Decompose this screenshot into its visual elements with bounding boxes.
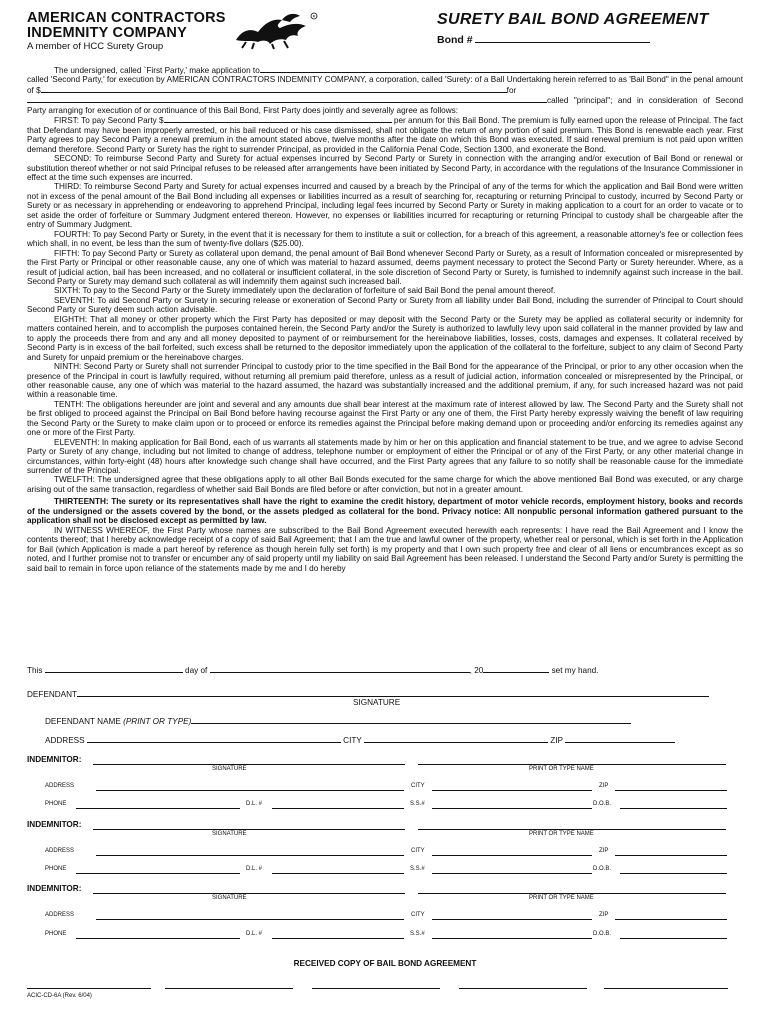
clause-fifth: FIFTH: To pay Second Party or Surety as collateral upon demand, the penal amount of Bail Bond whenever Second Party or Surety, as a result of Information concealed or misrepresented by the First Party or Principal or other reasonable cause, any one of which was material to hazard assumed, deems payment necessary to protect the Second Party or Surety hereunder. Where, as a result of judicial action, bail has been increased, and no collateral or insufficient collateral, in the sole discretion of Second Party or Surety, is furnished to indemnify against such increase in the bail. Second Party or Surety may demand such collateral as will indemnify them against such increased bail. bbox=[27, 248, 743, 286]
year-field[interactable] bbox=[483, 664, 549, 673]
city-label: CITY bbox=[411, 783, 425, 789]
date-line: This day of , 20 set my hand. bbox=[27, 666, 599, 675]
phone-label: PHONE bbox=[45, 801, 67, 807]
clause-third: THIRD: To reimburse Second Party and Surety for actual expenses incurred and caused by a breach by the Principal of any of the terms for which the application and Bail Bond were written not in excess of the penal amount of the Bail Bond including all expenses or liabilities incurred as a result of searching for, recapturing or returning Principal to custody, incurred by Second Party or Surety or as necessary in apprehending or endeavoring to apprehend Principal, including legal fees incurred by Second Party or Surety in making application to a court for an order to vacate or to set aside the order of forfeiture or Summary Judgment entered thereon. However, no expenses or liabilities incurred for recapturing or returning Principal to custody shall be chargeable after the entry of Summary Judgment. bbox=[27, 182, 743, 230]
indemnitor-label: INDEMNITOR: bbox=[27, 820, 82, 829]
day-field[interactable] bbox=[45, 664, 183, 673]
city-label: CITY bbox=[411, 912, 425, 918]
intro-paragraph-2: called 'Second Party,' for execution by AMERICAN CONTRACTORS INDEMNITY COMPANY, a corporation, called 'Surety: of a Ball Undertaking herein referred to as 'Bail Bond" in the penal amount of $ for bbox=[27, 75, 743, 95]
clause-fourth: FOURTH: To pay Second Party or Surety, in the event that it is necessary for them to institute a suit or collection, for a breach of this agreement, a reasonable attorney's fee or collection fees which shall, in no event, be less than the sum of twenty-five dollars ($25.00). bbox=[27, 229, 743, 249]
indemnitor-phone-field[interactable] bbox=[76, 808, 240, 809]
company-name-line1: AMERICAN CONTRACTORS bbox=[27, 10, 226, 26]
defendant-signature-field[interactable] bbox=[77, 688, 709, 697]
indemnitor-dob-field[interactable] bbox=[620, 873, 727, 874]
zip-label: ZIP bbox=[599, 848, 609, 854]
indemnitor-signature-field[interactable] bbox=[93, 893, 405, 894]
indemnitor-phone-field[interactable] bbox=[76, 938, 240, 939]
dl-label: D.L. # bbox=[246, 866, 263, 872]
dl-label: D.L. # bbox=[246, 801, 263, 807]
defendant-city-field[interactable] bbox=[364, 734, 548, 743]
clause-sixth: SIXTH: To pay to the Second Party or the Surety immediately upon the declaration of forfeiture of said Bail Bond the penal amount thereof. bbox=[54, 286, 556, 296]
dob-label: D.O.B. bbox=[593, 801, 612, 807]
indemnitor-city-field[interactable] bbox=[432, 790, 592, 791]
bond-number-label: Bond # bbox=[437, 34, 473, 46]
intro-paragraph: The undersigned, called `First Party,' make application to bbox=[27, 65, 743, 75]
indemnitor-dl-field[interactable] bbox=[272, 873, 404, 874]
print-name-label: PRINT OR TYPE NAME bbox=[529, 766, 594, 772]
clause-ninth: NINTH: Second Party or Surety shall not surrender Principal to custody prior to the time specified in the Bail Bond for the appearance of the Principal, or prior to any other occasion when the presence of the Principal in court is lawfully required, without returning all premium paid therefore, unless as a result of judicial action, information concealed or misrepresented by the Principal, or other reasonable cause, any one of which was material to the hazard assumed, the hazard was substantially increased and the additional premium, if any, for such increased hazard was not paid within a reasonable time. bbox=[27, 362, 743, 400]
clause-eleventh: ELEVENTH: In making application for Bail Bond, each of us warrants all statements made by him or her on this application and financial statement to be true, and we agree to advise Second Party or Surety of any change, including but not limited to change of address, telephone number or employment of either the Principal or of any of the First Party, or any other material change in circumstances, within forty-eight (48) hours after knowledge such change shall have occurred, and the First Party agrees that any failure to so notify shall be reasonable cause for the immediate surrender of the Principal. bbox=[27, 437, 743, 476]
received-signature-field[interactable] bbox=[312, 988, 440, 989]
address-label: ADDRESS bbox=[45, 848, 75, 854]
clause-twelfth: TWELFTH: The undersigned agree that these obligations apply to all other Bail Bonds executed for the same charge for which the above mentioned Bail Bond was executed, or any charge arising out of the same transaction, regardless of whether said Bail Bonds are filed before or after conviction, but not in a greater amount. bbox=[27, 475, 743, 494]
principal-field[interactable] bbox=[27, 95, 547, 103]
zip-label: ZIP bbox=[599, 783, 609, 789]
city-label: CITY bbox=[411, 848, 425, 854]
witness-paragraph: IN WITNESS WHEREOF, the First Party whose names are subscribed to the Bail Bond Agreement executed herewith each represents: I have read the Bail Agreement and I know the contents thereof; that I hereby acknowledge receipt of a copy of said Bail Agreement; that I am the true and lawful owner of the property, whether real or personal, which is set forth in the Application for Bail (which Application is made a part hereof by reference as though herein fully set forth) is my property and that I own such property free and clear of all liens or encumbrances except as so noted, and I further promise not to transfer or encumber any of said property until my liability on said Bail Agreement has been released. I understand the Second Party and/or Surety is permitting the said bail to remain in force upon reliance of the statements made by me and I do hereby bbox=[27, 525, 743, 573]
penal-amount-field[interactable] bbox=[41, 85, 507, 93]
indemnitor-address-field[interactable] bbox=[96, 855, 404, 856]
clause-first: FIRST: To pay Second Party $ per annum for this Bail Bond. The premium is fully earned upon the release of Principal. The fact that Defendant may have been improperly arrested, or his bail reduced or his case dismissed, shall not obligate the return of any portion of said premium. This Bond is renewable each year. First Party agrees to pay Second Party a renewal premium in the amount stated above, twelve months after the date on which this Bond was executed. If said renewal premium is not paid upon written demand therefore. Second Party or Surety has the right to surrender Principal, as provided in the California Penal Code, Section 1300, and exonerate the Bond. bbox=[27, 116, 743, 154]
clause-thirteenth: THIRTEENTH: The surety or its representatives shall have the right to examine the credit history, department of motor vehicle records, employment history, books and records of the undersigned or the assets covered by the bond, or the assets pledged as collateral for the bond. Privacy notice: All nonpublic personal information gathered pursuant to the application shall not be disclosed except as permitted by law. bbox=[27, 497, 743, 526]
defendant-name-field[interactable] bbox=[191, 715, 631, 724]
bond-number-field[interactable] bbox=[437, 33, 650, 46]
premium-field[interactable] bbox=[164, 115, 392, 123]
clause-seventh: SEVENTH: To aid Second Party or Surety in securing release or exoneration of Second Party or Surety from all liability under Bail Bond, including the surrender of Principal to Court should Second Party or Surety deem such action advisable. bbox=[27, 295, 743, 315]
print-name-label: PRINT OR TYPE NAME bbox=[529, 895, 594, 901]
signature-label: SIGNATURE bbox=[212, 895, 247, 901]
dl-label: D.L. # bbox=[246, 931, 263, 937]
form-number: ACIC-CD-6A (Rev. 6/04) bbox=[27, 993, 92, 999]
defendant-signature-label: SIGNATURE bbox=[353, 698, 401, 707]
received-signature-field[interactable] bbox=[459, 988, 587, 989]
received-signature-field[interactable] bbox=[165, 988, 293, 989]
document-title: SURETY BAIL BOND AGREEMENT bbox=[437, 11, 709, 28]
phone-label: PHONE bbox=[45, 931, 67, 937]
indemnitor-ss-field[interactable] bbox=[432, 873, 592, 874]
indemnitor-print-name-field[interactable] bbox=[418, 829, 726, 830]
indemnitor-phone-field[interactable] bbox=[76, 873, 240, 874]
dob-label: D.O.B. bbox=[593, 931, 612, 937]
received-signature-field[interactable] bbox=[604, 988, 728, 989]
applicant-field[interactable] bbox=[260, 65, 692, 73]
month-field[interactable] bbox=[210, 664, 470, 673]
received-copy-heading: RECEIVED COPY OF BAIL BOND AGREEMENT bbox=[293, 959, 477, 968]
indemnitor-dl-field[interactable] bbox=[272, 808, 404, 809]
indemnitor-zip-field[interactable] bbox=[615, 919, 727, 920]
indemnitor-dl-field[interactable] bbox=[272, 938, 404, 939]
indemnitor-city-field[interactable] bbox=[432, 919, 592, 920]
indemnitor-city-field[interactable] bbox=[432, 855, 592, 856]
defendant-address-line: ADDRESS CITY ZIP bbox=[45, 734, 675, 745]
clause-tenth: TENTH: The obligations hereunder are joint and several and any amounts due shall bear interest at the maximum rate of interest allowed by law. The Second Party and the Surety shall not be first obliged to proceed against the Principal on Bail Bond before having recourse against the First Party or any one of them, the First Party hereby expressly waiving the benefit of law requiring the Second Party or the Surety to make claim upon or to proceed or enforce its remedies against the Principal before making demand upon or proceeding and/or enforcing its remedies against any one or more of the First Party. bbox=[27, 399, 743, 438]
company-name-line2: INDEMNITY COMPANY bbox=[27, 25, 187, 41]
indemnitor-ss-field[interactable] bbox=[432, 808, 592, 809]
indemnitor-dob-field[interactable] bbox=[620, 938, 727, 939]
print-name-label: PRINT OR TYPE NAME bbox=[529, 831, 594, 837]
signature-label: SIGNATURE bbox=[212, 831, 247, 837]
defendant-name-line: DEFENDANT NAME (PRINT OR TYPE) bbox=[45, 715, 631, 726]
member-note: A member of HCC Surety Group bbox=[27, 41, 164, 52]
indemnitor-ss-field[interactable] bbox=[432, 938, 592, 939]
indemnitor-zip-field[interactable] bbox=[615, 790, 727, 791]
indemnitor-label: INDEMNITOR: bbox=[27, 884, 82, 893]
svg-text:R: R bbox=[312, 13, 316, 19]
defendant-zip-field[interactable] bbox=[565, 734, 675, 743]
indemnitor-label: INDEMNITOR: bbox=[27, 755, 82, 764]
clause-eighth: EIGHTH: That all money or other property which the First Party has deposited or may deposit with the Second Party or the Surety may be applied as collateral security or indemnity for matters contained herein, and to accomplish the purposes contained herein, the Second Party and/or the Surety is authorized to lawfully levy upon said collateral in the manner provided by law and to apply the proceeds there from and any and all money deposited to payment of or reimbursement for the hereinabove liabilities, losses, costs, damages and expenses. It collateral received by Second Party is in excess of the bail forfeited, such excess shall be returned to the depositor immediately upon the application of the collateral to the forfeiture, subject to any claim of Second Party and Surety for unpaid premium or the hereinabove charges. bbox=[27, 314, 743, 362]
received-signature-field[interactable] bbox=[27, 988, 151, 989]
indemnitor-address-field[interactable] bbox=[96, 919, 404, 920]
indemnitor-address-field[interactable] bbox=[96, 790, 404, 791]
phone-label: PHONE bbox=[45, 866, 67, 872]
zip-label: ZIP bbox=[599, 912, 609, 918]
agreement-body bbox=[27, 65, 743, 573]
clause-second: SECOND: To reimburse Second Party and Surety for actual expenses incurred by Second Party or Surety in connection with the arranging and/or execution of Bail Bond or renewal or substitution thereof whether or not said Principal refuses to be released after arrangements have been initiated by Second Party, in accordance with the regulations of the Insurance Commissioner in effect at the time such expenses are incurred. bbox=[27, 154, 743, 182]
griffin-logo-icon bbox=[228, 10, 320, 50]
ss-label: S.S.# bbox=[410, 801, 425, 807]
ss-label: S.S.# bbox=[410, 866, 425, 872]
ss-label: S.S.# bbox=[410, 931, 425, 937]
intro-paragraph-3: called "principal"; and in consideration of Second Party arranging for execution of or continuance of this Bail Bond, First Party does jointly and severally agree as follows: bbox=[27, 96, 743, 115]
indemnitor-signature-field[interactable] bbox=[93, 764, 405, 765]
indemnitor-zip-field[interactable] bbox=[615, 855, 727, 856]
indemnitor-signature-field[interactable] bbox=[93, 829, 405, 830]
signature-label: SIGNATURE bbox=[212, 766, 247, 772]
indemnitor-print-name-field[interactable] bbox=[418, 764, 726, 765]
indemnitor-dob-field[interactable] bbox=[620, 808, 727, 809]
defendant-line: DEFENDANT bbox=[27, 688, 709, 699]
address-label: ADDRESS bbox=[45, 912, 75, 918]
defendant-address-field[interactable] bbox=[87, 734, 341, 743]
indemnitor-print-name-field[interactable] bbox=[418, 893, 726, 894]
address-label: ADDRESS bbox=[45, 783, 75, 789]
dob-label: D.O.B. bbox=[593, 866, 612, 872]
